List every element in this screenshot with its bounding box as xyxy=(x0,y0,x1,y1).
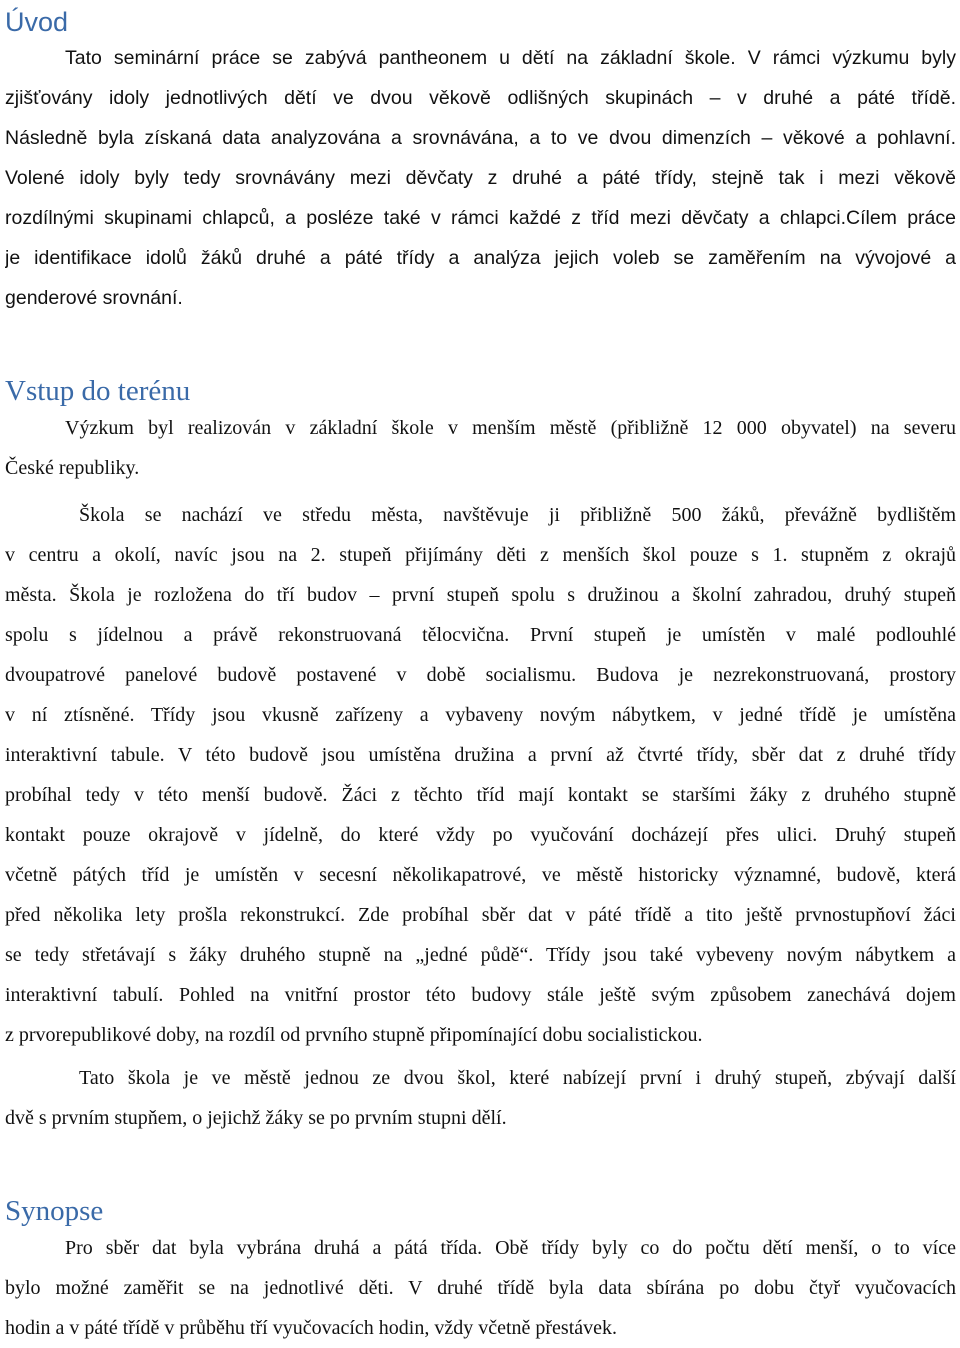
text-line: Škola se nachází ve středu města, navštěvuje ji přibližně 500 žáků, převážně bydlištěm xyxy=(79,504,956,526)
section-heading-uvod: Úvod xyxy=(5,7,69,37)
text-line: bylo možné zaměřit se na jednotlivé děti. V druhé třídě byla data sbírána po dobu čtyř vyučovacích xyxy=(5,1277,956,1299)
text-line: interaktivní tabulí. Pohled na vnitřní prostor této budovy stále ještě svým způsobem zanechává dojem xyxy=(5,984,956,1006)
text-line: se tedy střetávají s žáky druhého stupně na „jedné půdě“. Třídy jsou také vybeveny novým nábytkem a xyxy=(5,944,956,966)
text-line: v ní ztísněné. Třídy jsou vkusně zařízeny a vybaveny novým nábytkem, v jedné třídě je umístěna xyxy=(5,704,956,726)
section-heading-vstup-do-terenu: Vstup do terénu xyxy=(5,375,191,407)
text-line: Tato seminární práce se zabývá pantheonem u dětí na základní škole. V rámci výzkumu byly xyxy=(65,47,956,69)
paragraph-dalsi-skoly xyxy=(5,1058,956,1138)
text-line: genderové srovnání. xyxy=(5,287,183,309)
text-line: dvě s prvním stupňem, o jejichž žáky se po prvním stupni dělí. xyxy=(5,1107,507,1129)
text-line: města. Škola je rozložena do tří budov – první stupeň spolu s družinou a školní zahradou, druhý stupeň xyxy=(5,584,956,606)
text-line: spolu s jídelnou a právě rekonstruovaná tělocvična. První stupeň je umístěn v malé podlouhlé xyxy=(5,624,956,646)
text-line: Volené idoly byly tedy srovnávány mezi děvčaty z druhé a páté třídy, stejně tak i mezi věkově xyxy=(5,167,956,189)
text-line: v centru a okolí, navíc jsou na 2. stupeň přijímány děti z menších škol pouze s 1. stupněm z okrajů xyxy=(5,544,956,566)
text-line: před několika lety prošla rekonstrukcí. Zde probíhal sběr dat v páté třídě a tito ještě prvnostupňoví žáci xyxy=(5,904,956,926)
text-line: rozdílnými skupinami chlapců, a posléze také v rámci každé z tříd mezi děvčaty a chlapci.Cílem práce xyxy=(5,207,956,229)
text-line: je identifikace idolů žáků druhé a páté třídy a analýza jejich voleb se zaměřením na vývojové a xyxy=(5,247,956,269)
text-line: interaktivní tabule. V této budově jsou umístěna družina a první až čtvrté třídy, sběr dat z druhé třídy xyxy=(5,744,956,766)
text-line: Pro sběr dat byla vybrána druhá a pátá třída. Obě třídy byly co do počtu dětí menší, o to více xyxy=(65,1237,956,1259)
text-line: hodin a v páté třídě v průběhu tří vyučovacích hodin, vždy včetně přestávek. xyxy=(5,1317,618,1339)
text-line: probíhal tedy v této menší budově. Žáci z těchto tříd mají kontakt se staršími žáky z druhého stupně xyxy=(5,784,956,806)
text-line: dvoupatrové panelové budově postavené v době socialismu. Budova je nezrekonstruovaná, prostory xyxy=(5,664,956,686)
paragraph-uvod xyxy=(5,38,956,318)
text-line: kontakt pouze okrajově v jídelně, do které vždy po vyučování docházejí přes ulici. Druhý stupeň xyxy=(5,824,956,846)
text-line: České republiky. xyxy=(5,457,140,479)
paragraph-vyzkum xyxy=(5,408,956,488)
paragraph-synopse xyxy=(5,1228,956,1348)
text-line: z prvorepublikové doby, na rozdíl od prvního stupně připomínající dobu socialistickou. xyxy=(5,1024,703,1046)
text-line: Výzkum byl realizován v základní škole v menším městě (přibližně 12 000 obyvatel) na severu xyxy=(65,417,956,439)
section-heading-synopse: Synopse xyxy=(5,1195,104,1227)
text-line: Tato škola je ve městě jednou ze dvou škol, které nabízejí první i druhý stupeň, zbývají další xyxy=(79,1067,956,1089)
text-line: Následně byla získaná data analyzována a srovnávána, a to ve dvou dimenzích – věkové a pohlavní. xyxy=(5,127,956,149)
text-line: zjišťovány idoly jednotlivých dětí ve dvou věkově odlišných skupinách – v druhé a páté třídě. xyxy=(5,87,956,109)
paragraph-skola xyxy=(5,495,956,1055)
text-line: včetně pátých tříd je umístěn v secesní několikapatrové, ve městě historicky významné, budově, která xyxy=(5,864,956,886)
